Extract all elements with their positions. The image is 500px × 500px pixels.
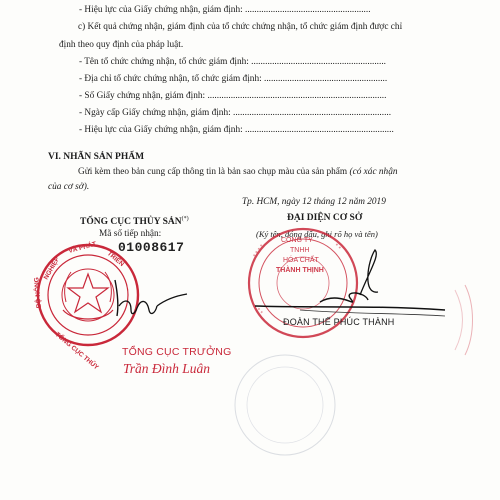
- line-so-giay: - Số Giấy chứng nhận, giám định: .............................................................................: [79, 91, 387, 101]
- faint-seal-bottom: [255, 345, 335, 485]
- left-title: [80, 213, 189, 228]
- line-ngay-cap: - Ngày cấp Giấy chứng nhận, giám định: ....................................................................: [79, 108, 392, 118]
- right-signer-name: ĐOÀN THẾ PHÚC THÀNH: [283, 317, 395, 327]
- section-title: VI. NHÃN SẢN PHẨM: [48, 152, 145, 162]
- line-ket-qua-c: c) Kết quả chứng nhận, giám định của tổ chức chứng nhận, tổ chức giám định được chỉ: [78, 22, 403, 32]
- left-ma-so: Mã số tiếp nhận:: [99, 229, 162, 239]
- date-line: Tp. HCM, ngày 12 tháng 12 năm 2019: [242, 197, 386, 207]
- svg-text:* *: * *: [254, 307, 264, 317]
- left-signer-name: Trần Đình Luân: [123, 361, 211, 376]
- stamp-right-line2: TNHH: [290, 247, 310, 254]
- right-note: (Ký tên, đóng dấu, ghi rõ họ và tên): [256, 229, 378, 239]
- section-body-italic: (có xác nhận: [349, 167, 398, 177]
- stamp-right-line1: CÔNG TY: [281, 237, 313, 244]
- line-ten-to-chuc: - Tên tổ chức chứng nhận, tổ chức giám định: ..........................................................: [79, 57, 386, 67]
- right-title: ĐẠI DIỆN CƠ SỞ: [287, 213, 363, 223]
- svg-text:VÀ PHÁT: VÀ PHÁT: [67, 240, 98, 255]
- line-dinh-theo: định theo quy định của pháp luật.: [59, 40, 184, 50]
- svg-text:TỔNG CỤC THỦY: TỔNG CỤC THỦY: [53, 331, 100, 372]
- left-receipt-number: 01008617: [118, 240, 185, 255]
- line-hieu-luc-1: - Hiệu lực của Giấy chứng nhận, giám định: ......................................................: [79, 5, 371, 15]
- svg-text:TRIỂN: TRIỂN: [105, 250, 126, 269]
- left-title-text: TỔNG CỤC THỦY SẢN: [80, 217, 182, 228]
- svg-text:BỘ NÔNG: BỘ NÔNG: [33, 276, 43, 309]
- stamp-right-line4: THÀNH THỊNH: [276, 267, 324, 274]
- left-title-sup: (*): [181, 216, 189, 222]
- stamp-right-line3: HÓA CHẤT: [283, 257, 319, 264]
- section-body-line2: của cơ sở).: [48, 182, 90, 192]
- line-hieu-luc-2: - Hiệu lực của Giấy chứng nhận, giám định: ................................................................: [79, 125, 394, 135]
- svg-text:NGHIỆP: NGHIỆP: [42, 255, 62, 281]
- line-dia-chi: - Địa chỉ tổ chức chứng nhận, tổ chức giám định: .....................................................: [79, 74, 388, 84]
- faint-seal-right: [440, 280, 500, 360]
- left-signature: [95, 270, 205, 330]
- section-body-text: Gửi kèm theo bản cung cấp thông tin là bản sao chụp màu của sản phẩm: [78, 167, 348, 177]
- svg-text:* *: * *: [332, 243, 342, 252]
- section-body-line1: [78, 166, 398, 178]
- svg-text:* * * *: * * * *: [252, 243, 266, 260]
- left-position: TỔNG CỤC TRƯỞNG: [122, 346, 232, 358]
